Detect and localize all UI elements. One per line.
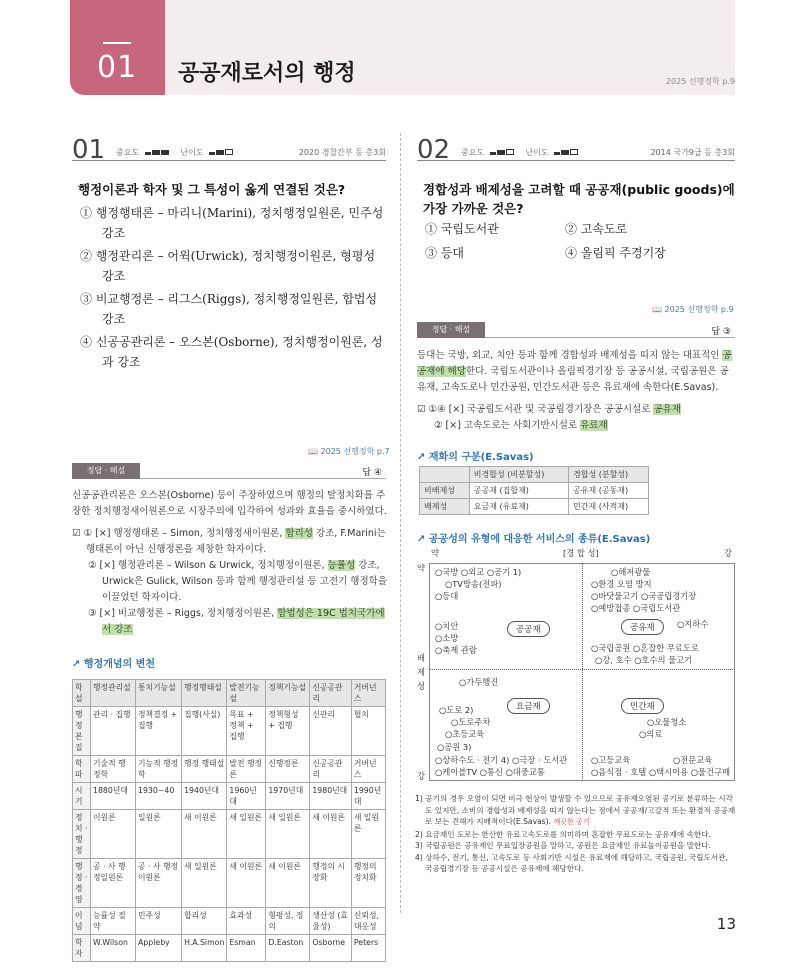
x-axis-weak: 약 xyxy=(431,548,440,558)
q1-difficulty-label: 난이도 xyxy=(180,148,204,157)
q2-item: ○예방접종 ○국립도서관 xyxy=(591,603,681,613)
q3-item: ○도로 2) xyxy=(439,705,474,715)
q1-table-cell: 이원론 xyxy=(91,810,136,859)
y-axis-label: 배제성 xyxy=(417,653,426,691)
q2-answer-label: 정답 · 해설 xyxy=(417,322,485,338)
q1-table-cell: 정책결정 + 집행 xyxy=(136,707,182,756)
q1-th: 행정관리설 xyxy=(91,680,136,707)
checkbox-icon: ☑ xyxy=(417,404,429,415)
q3-item: ○케이블TV ○통신 ○대중교통 xyxy=(435,767,545,777)
q1-table-cell: 생산성 (효율성) xyxy=(310,908,352,935)
q2-number: 02 xyxy=(417,135,451,165)
q1-notes xyxy=(72,526,388,638)
q1-table-cell: 행정 · 경영 xyxy=(73,859,91,908)
q1-table-row xyxy=(73,810,386,859)
q3-item: ○가두행진 xyxy=(459,677,499,687)
q1-choices xyxy=(80,204,388,376)
q1-note-3: ③ [×] 비교행정론 – Riggs, 정치행정이원론, 합법성은 19C 법치국가에서 강조 xyxy=(88,608,385,635)
footnote-1: 1) 공기의 경우 오염이 되면 비극 현상이 발생할 수 있으므로 공유재오염된 공기로 분류하는 시각도 있지만, 소비의 경합성과 배제성을 띠지 않는다는 점에서 공공재/고갈적 또는 환경적 공공재로 보는 견해가 지배적이다(E.Savas). 깨끗한 공기 xyxy=(415,794,736,826)
q4-item: ○고등교육 xyxy=(591,755,631,765)
q1-note-2: ② [×] 행정관리론 – Wilson & Urwick, 정치행정이원론, 능률성 강조, Urwick은 Gulick, Wilson 등과 함께 행정관리설 등 고전기 행정학을 이끌었던 학자이다. xyxy=(88,560,387,603)
y-axis-weak: 약 xyxy=(417,563,426,573)
public-goods-pill: 공공재 xyxy=(507,621,550,637)
q1-number: 01 xyxy=(72,135,106,165)
q2-difficulty-label: 난이도 xyxy=(525,148,549,157)
q1-table-cell: 효과성 xyxy=(227,908,266,935)
q1-choice-2[interactable]: ② 행정관리론 – 어윅(Urwick), 정치행정이원론, 형평성 강조 xyxy=(80,249,376,283)
q1-th: 통치기능설 xyxy=(136,680,182,707)
q2-choices xyxy=(425,220,735,263)
q2-cell: 공공재 (집합재) xyxy=(469,483,568,499)
q1-table-row xyxy=(73,908,386,935)
q1-table-cell: H.A.Simon xyxy=(182,935,227,962)
savas-diagram xyxy=(415,545,735,783)
q1-th: 거버넌스 xyxy=(351,680,385,707)
y-axis-strong: 강 xyxy=(417,771,426,781)
footnote-3: 3) 국립공원은 공유재인 무료입장공원을 말하고, 공원은 요금재인 유료놀이공원을 말한다. xyxy=(415,841,712,850)
q1-table-cell: 협치 xyxy=(351,707,385,756)
q1-table-cell: 공 · 사 행정이원론 xyxy=(136,859,182,908)
checkbox-icon: ☑ xyxy=(72,528,84,539)
q2-item: ○강, 호수 ○호수의 물고기 xyxy=(595,655,693,665)
q2-cell: 비경합성 (비분할성) xyxy=(469,467,568,483)
q1-table-row xyxy=(73,783,386,810)
q1-table-cell: 합리성 xyxy=(182,908,227,935)
q1-table-cell: 1930~40 xyxy=(136,783,182,810)
q1-table-cell: 1980년대 xyxy=(310,783,352,810)
q1-item: ○치안 xyxy=(435,621,459,631)
q2-cell: 민간재 (사적재) xyxy=(569,499,649,515)
q1-table-cell: 새 일원론 xyxy=(266,810,310,859)
q3-item: ○공원 3) xyxy=(437,742,472,752)
external-link-icon: ↗ xyxy=(417,452,429,463)
q2-explanation: 등대는 국방, 외교, 치안 등과 함께 경합성과 배제성을 띠지 않는 대표적인 공공재에 해당한다. 국립도서관이나 올림픽경기장 등 공공시설, 국립공원은 공유재, 고속도로나 민간공원, 민간도서관 등은 유료재에 속한다(E.Savas). xyxy=(417,350,732,393)
q2-choice-4[interactable]: ④ 올림픽 주경기장 xyxy=(565,245,666,260)
q2-choice-1[interactable]: ① 국립도서관 xyxy=(425,222,499,236)
book-icon: 📖 xyxy=(308,447,321,456)
q1-header xyxy=(72,133,386,165)
q1-table-cell: 집행(사실) xyxy=(182,707,227,756)
book-icon: 📖 xyxy=(652,305,665,314)
column-divider xyxy=(400,133,401,913)
q1-table-cell: 기술적 행정학 xyxy=(91,756,136,783)
q4-item: ○오물청소 xyxy=(647,717,687,727)
q1-th: 학설 xyxy=(73,680,91,707)
q1-table-cell: 신관리 xyxy=(310,707,352,756)
footnote-4: 4) 상하수, 전기, 통신, 고속도로 등 사회기반 시설은 유료재에 해당하고, 국립공원, 국립도서관, 국공립경기장 등 공공시설은 공유재에 해당한다. xyxy=(415,852,728,873)
q2-cell: 배제성 xyxy=(420,499,470,515)
importance-bars-icon xyxy=(145,148,170,157)
q1-table-cell: 신공공관리 xyxy=(310,756,352,783)
q1-table-cell: 정치 · 행정 xyxy=(73,810,91,859)
q2-cell xyxy=(420,467,470,483)
diagram-vertical-divider xyxy=(582,563,583,781)
difficulty-bars-icon xyxy=(209,148,234,157)
q1-answer-bar xyxy=(72,463,386,479)
q2-answer-bar xyxy=(417,322,735,338)
q1-table-cell: 새 이원론 xyxy=(266,859,310,908)
q2-item: ○바닷물고기 ○국공립경기장 xyxy=(591,591,697,601)
x-axis-label: [경 합 성] xyxy=(563,548,599,558)
q1-item: ○국방 ○외교 ○공기 1) xyxy=(435,567,522,577)
q2-note-1: ☑ ①④ [×] 국공립도서관 및 국공립경기장은 공공시설로 공유재 xyxy=(417,404,681,415)
external-link-icon: ↗ xyxy=(417,534,429,545)
q2-item: ○해저광물 xyxy=(611,567,651,577)
q2-answer: 답 ③ xyxy=(711,327,731,337)
q1-table-cell: 신행정론 xyxy=(266,756,310,783)
q1-table-row xyxy=(73,935,386,962)
q1-table-cell: W.Wilson xyxy=(91,935,136,962)
q1-table-cell: 시기 xyxy=(73,783,91,810)
q1-table-cell: Appleby xyxy=(136,935,182,962)
q1-ref: 📖 2025 선행정학 p.7 xyxy=(308,447,390,456)
q1-table-cell: 학자 xyxy=(73,935,91,962)
q1-table-cell: 공 · 사 행정일원론 xyxy=(91,859,136,908)
chapter-header xyxy=(70,0,735,95)
private-goods-pill: 민간재 xyxy=(621,698,664,714)
q1-th: 신공공관리 xyxy=(310,680,352,707)
q1-question: 행정이론과 학자 및 그 특성이 옳게 연결된 것은? xyxy=(78,182,346,197)
q1-th: 발전기능설 xyxy=(227,680,266,707)
q1-table-title: ↗ 행정개념의 변천 xyxy=(72,659,155,670)
q2-cell: 요금재 (유료재) xyxy=(469,499,568,515)
q1-note-1: ☑ ① [×] 행정행태론 – Simon, 정치행정새이원론, 합리성 강조, F.Marini는 행태론이 아닌 신행정론을 제창한 학자이다. xyxy=(72,528,386,555)
q1-table-row xyxy=(73,707,386,756)
q1-table-cell: 신뢰성, 대응성 xyxy=(351,908,385,935)
q2-question: 경합성과 배제성을 고려할 때 공공재(public goods)에 가장 가까운 것은? xyxy=(423,182,735,216)
chapter-number-rule xyxy=(103,42,131,44)
q1-answer: 답 ④ xyxy=(362,468,382,478)
q1-table-cell: 행정 본질 xyxy=(73,707,91,756)
q1-table-cell: 형평성, 정의 xyxy=(266,908,310,935)
external-link-icon: ↗ xyxy=(72,659,84,670)
q1-choice-3[interactable]: ③ 비교행정론 – 리그스(Riggs), 정치행정일원론, 합법성 강조 xyxy=(80,292,378,326)
q3-item: ○초등교육 xyxy=(445,729,485,739)
q1-table xyxy=(72,679,386,962)
q1-table-cell: 이념 xyxy=(73,908,91,935)
footnote-2: 2) 요금재인 도로는 한산한 유료고속도로를 의미하며 혼잡한 무료도로는 공유재에 속한다. xyxy=(415,829,712,839)
chapter-number: 01 xyxy=(97,50,138,85)
q1-table-cell: 목표 + 정책 + 집행 xyxy=(227,707,266,756)
q1-item: ○TV방송(전파) xyxy=(445,579,502,589)
q1-table-cell: 민주성 xyxy=(136,908,182,935)
q1-table-cell: 학파 xyxy=(73,756,91,783)
handwritten-note: 깨끗한 공기 xyxy=(553,818,590,826)
q1-table-cell: 능률성 절약 xyxy=(91,908,136,935)
q1-table-cell: 발전 행정론 xyxy=(227,756,266,783)
page-number: 13 xyxy=(716,915,736,933)
q1-th: 행정행태설 xyxy=(182,680,227,707)
q1-table-cell: 새 이원론 xyxy=(182,810,227,859)
q1-table-cell: 1970년대 xyxy=(266,783,310,810)
q1-table-cell: 1990년대 xyxy=(351,783,385,810)
q2-note-2: ② [×] 고속도로는 사회기반시설로 유료재 xyxy=(434,420,608,431)
q1-table-cell: 1880년대 xyxy=(91,783,136,810)
q2-footnotes xyxy=(415,793,737,875)
q2-item: ○지하수 xyxy=(677,619,709,629)
q1-th: 정책기능설 xyxy=(266,680,310,707)
q3-item: ○도로주차 xyxy=(451,717,491,727)
q1-table-cell: Peters xyxy=(351,935,385,962)
q2-item: ○환경 오염 방지 xyxy=(591,579,652,589)
common-pool-pill: 공유재 xyxy=(621,619,664,635)
q1-choice-1[interactable]: ① 행정행태론 – 마리니(Marini), 정치행정일원론, 민주성 강조 xyxy=(80,206,384,240)
q2-choice-2[interactable]: ② 고속도로 xyxy=(565,222,628,236)
q1-table-cell: 기능적 행정학 xyxy=(136,756,182,783)
q1-table-cell: Osborne xyxy=(310,935,352,962)
q2-source: 2014 국가9급 등 총3회 xyxy=(650,148,735,157)
q1-choice-4[interactable]: ④ 신공공관리론 – 오스본(Osborne), 정치행정이원론, 성과 강조 xyxy=(80,335,383,369)
q1-source: 2020 경찰간부 등 총3회 xyxy=(298,148,386,157)
q2-meta xyxy=(461,147,582,158)
q1-table-row xyxy=(73,859,386,908)
q2-cell: 공유재 (공동재) xyxy=(569,483,649,499)
q1-table-cell: 1940년대 xyxy=(182,783,227,810)
q4-item: ○전문교육 xyxy=(673,755,713,765)
q2-table-title: ↗ 재화의 구분(E.Savas) xyxy=(417,452,534,463)
q1-explanation: 신공공관리론은 오스본(Osborne) 등이 주장하였으며 행정의 탈정치화를 주장한 정치행정새이원론으로 시장주의에 입각하여 성과와 효율을 중시하였다. xyxy=(72,490,387,517)
q1-meta xyxy=(116,147,237,158)
q2-table xyxy=(419,466,649,515)
q1-item: ○등대 xyxy=(435,591,459,601)
q4-item: ○의료 xyxy=(639,729,663,739)
q1-item: ○축제 관람 xyxy=(435,645,477,655)
q1-table-cell: 행정의 정치화 xyxy=(351,859,385,908)
q1-table-cell: Esman xyxy=(227,935,266,962)
q3-item: ○상하수도 · 전기 4) ○극장 · 도서관 xyxy=(435,755,568,765)
q1-table-header-row xyxy=(73,680,386,707)
q1-importance-label: 중요도 xyxy=(116,148,140,157)
q2-choice-3[interactable]: ③ 등대 xyxy=(425,245,464,260)
q1-table-cell: 새 일원론 xyxy=(182,859,227,908)
q1-table-cell: 행정의 시장화 xyxy=(310,859,352,908)
q4-item: ○음식점 · 호텔 ○택시이용 ○물건구매 xyxy=(591,767,731,777)
difficulty-bars-icon xyxy=(554,148,579,157)
chapter-reference: 2025 선행정학 p.9 xyxy=(665,77,735,86)
q1-item: ○소방 xyxy=(435,633,459,643)
diagram-horizontal-divider xyxy=(429,669,735,670)
q1-table-cell: D.Easton xyxy=(266,935,310,962)
q1-table-cell: 새 일원론 xyxy=(227,810,266,859)
q1-table-cell: 행정 행태설 xyxy=(182,756,227,783)
q2-notes xyxy=(417,402,737,434)
q2-item: ○국립공원 ○혼잡한 무료도로 xyxy=(591,643,699,653)
q1-table-cell: 일원론 xyxy=(136,810,182,859)
q1-table-cell: 거버넌스 xyxy=(351,756,385,783)
q1-table-cell: 1960년대 xyxy=(227,783,266,810)
q2-importance-label: 중요도 xyxy=(461,148,485,157)
toll-goods-pill: 요금재 xyxy=(507,698,550,714)
q1-table-cell: 새 이원론 xyxy=(310,810,352,859)
q2-cell: 비배제성 xyxy=(420,483,470,499)
q2-cell: 경합성 (분할성) xyxy=(569,467,649,483)
x-axis-strong: 강 xyxy=(724,548,733,558)
importance-bars-icon xyxy=(490,148,515,157)
q1-table-cell: 새 일원론 xyxy=(351,810,385,859)
chapter-title: 공공재로서의 행정 xyxy=(178,61,356,86)
q2-diagram-title: ↗ 공공성의 유형에 대응한 서비스의 종류(E.Savas) xyxy=(417,534,651,545)
q1-table-cell: 정책형성 + 집행 xyxy=(266,707,310,756)
q1-table-cell: 새 이원론 xyxy=(227,859,266,908)
q2-header xyxy=(417,133,735,165)
q1-answer-label: 정답 · 해설 xyxy=(72,463,140,479)
q2-ref: 📖 2025 선행정학 p.9 xyxy=(652,305,734,314)
q1-table-cell: 관리 · 집행 xyxy=(91,707,136,756)
q1-table-row xyxy=(73,756,386,783)
